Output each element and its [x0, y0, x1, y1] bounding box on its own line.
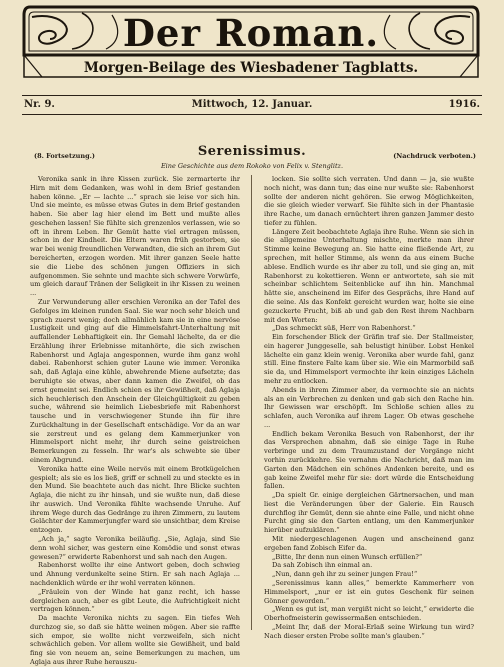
- paragraph: Endlich bekam Veronika Besuch von Rabenhorst, der ihr das Versprechen abnahm, daß sie einige Tage in Ruhe verbringe und zu dem Traumzustand der Vorgänge nicht vorhin zurückkehre. Sie vernahm die Nachricht, daß man im Garten den Mädchen ein schönes Andenken bereite, und es gab keine Zweifel mehr für sie: dort würde die Entscheidung fallen.: [264, 429, 474, 491]
- paragraph: „Meint Ihr, daß der Moral-Erlaß seine Wirkung tun wird? Nach dieser ersten Probe sollte man's glauben.“: [264, 622, 474, 640]
- issue-date: Mittwoch, 12. Januar.: [191, 99, 313, 110]
- issue-rule-bottom: [22, 114, 482, 115]
- newspaper-subtitle: Morgen-Beilage des Wiesbadener Tagblatts.: [83, 60, 419, 76]
- paragraph: „Da spielt Gr. einige dergleichen Gärtnersachen, und man liest die Veränderungen über der Galerie. Ein Rausch durchflog ihr Gemüt, denn sie ahnte eine Falle, und nicht ohne Furcht ging sie den Garten entlang, um den Kammerjunker hierüber aufzuklären.“: [264, 491, 474, 535]
- article-column-right: [264, 175, 474, 640]
- paragraph: Da machte Veronika nichts zu sagen. Ein tiefes Weh durchzog sie, so daß sie hätte weinen mögen. Aber sie raffte sich empor, sie wollte nicht verzweifeln, sich nicht schwächlich geben. Vor allem wollte sie Gewißheit, und bald fing sie von neuem an, seine Bemerkungen zu machen, um Aglaja aus ihrer Ruhe herauszu-: [30, 614, 240, 666]
- paragraph: Abends in ihrem Zimmer aber, da vermochte sie an nichts als an ein Verbrechen zu denken und gab sich den Rache hin. Ihr Gewissen war erschöpft. Im Schloße schien alles zu schlafen, auch Veronika auf ihrem Lager. Ob etwas geschehe ...: [264, 385, 474, 429]
- issue-year: 1916.: [448, 99, 480, 110]
- issue-rule-top: [22, 95, 482, 96]
- paragraph: locken. Sie sollte sich verraten. Und dann — ja, sie wußte noch nicht, was dann tun; das eine nur wußte sie: Rabenhorst sollte der anderen nicht gehören. Sie erwog Möglichkeiten, die sie gleich wieder verwarf. Sie fühlte sich in der Phantasie ihre Rache, um danach ernüchtert ihren ganzen Jammer desto tiefer zu fühlen.: [264, 175, 474, 227]
- issue-line: [22, 99, 482, 113]
- paragraph: Veronika hatte eine Weile nervös mit einem Brotkügelchen gespielt; als sie es los ließ, griff er schnell zu und steckte es in den Mund. Sie beachtete auch das nicht. Ihre Blicke suchten Aglaja, die nicht zu ihr hinsah, und sie wußte nun, daß diese ihr auswich. Und Veronika fühlte wachsende Unruhe. Auf ihrem Wege durch das Gedränge zu ihren Zimmern, zu lautem Gelächter der Kammerjungfer ward sie unsichtbar, dem Kreise entzogen.: [30, 464, 240, 535]
- paragraph: „Serenissimus kann alles,“ bemerkte Kammerherr von Himmelsport, „nur er ist ein gutes Geschenk für seinen Gönner geworden.“: [264, 578, 474, 605]
- reprint-notice: (Nachdruck verboten.): [393, 152, 476, 160]
- continuation-note: (8. Fortsetzung.): [34, 152, 95, 160]
- column-divider: [251, 175, 252, 630]
- paragraph: „Ach ja,“ sagte Veronika beiläufig. „Sie, Aglaja, sind Sie denn wohl sicher, was gestern eine Komödie und sonst etwas gewesen?“ erwiderte Rabenhorst und sah nach den Augen.: [30, 535, 240, 561]
- newspaper-title: Der Roman.: [122, 11, 380, 55]
- paragraph: „Fräulein von der Winde hat ganz recht, ich hasse dergleichen auch, aber es gibt Leute, die Aufrichtigkeit nicht vertragen können.“: [30, 587, 240, 614]
- paragraph: Zur Verwunderung aller erschien Veronika an der Tafel des Gefolges im kleinen runden Saal. Sie war noch sehr bleich und sprach zuerst wenig; doch allmählich kam sie in eine nervöse Lustigkeit und ging auf die Himmelsfahrt-Unterhaltung mit auffallender Lebhaftigkeit ein. Ihr Gemahl lächelte, da er die Erzählung ihrer Erlebnisse mitanhörte, die sich zwischen Rabenhorst und Aglaja angesponnen, wurde ihm ganz wohl dabei. Rabenhorst schien guter Laune wie immer. Veronika sah, daß Aglaja eine kühle, abwehrende Miene aufsetzte; das beruhigte sie etwas, aber dann kamen die Zweifel, ob das ernst gemeint sei. Endlich schien es ihr Gewißheit, daß Aglaja sich heuchlerisch den Anschein der Gleichgültigkeit zu geben suche, während sie heimlich Liebesbriefe mit Rabenhorst tausche und in verschwiegener Stunde ihn für ihre Zurückhaltung in der Gesellschaft entschädige. Vor da an war sie zerstreut und es gelang dem Kammerjunker von Himmelsport nicht mehr, ihr durch seine geistreichen Bemerkungen zu fesseln. Ihr war's als schwebte sie über einem Abgrund.: [30, 297, 240, 464]
- paragraph: „Wenn es gut ist, man vergißt nicht so leicht,“ erwiderte die Oberhofmeisterin gewissermaßen entschieden.: [264, 605, 474, 623]
- paragraph: Ein forschender Blick der Gräfin traf sie. Der Stallmeister, ein hagerer Junggeselle, sah belustigt hinüber. Lobst Henkel lächelte ein ganz klein wenig. Veronika aber wurde fahl, ganz still. Eine finstere Falte kam über sie. Wie ein Marmorbild saß sie da, und Himmelsport vermochte ihr kein einziges Lächeln mehr zu entlocken.: [264, 333, 474, 385]
- article-column-left: [30, 175, 240, 667]
- paragraph: „Bitte, Ihr denn nun einen Wunsch erfüllen?“: [272, 552, 423, 561]
- paragraph: „Nun, dann geh ihr zu seiner jungen Frau!“: [272, 570, 418, 579]
- paragraph: Längere Zeit beobachtete Aglaja ihre Ruhe. Wenn sie sich in die allgemeine Unterhaltung mischte, merkte man ihrer Stimme keine Bewegung an. Sie hatte eine fließende Art, zu sprechen, mit heller Stimme, als wenn da aus einem Buche ablese. Endlich wurde es ihr aber zu toll, und sie ging an, mit Rabenhorst zu kokettieren. Wenn er antwortete, sah sie mit scheinbar schlichtem Seitenblicke auf ihn hin. Manchmal hätte sie, anscheinend im Eifer des Gesprächs, ihre Hand auf die seine. Als das Konfekt gereicht wurden war, holte sie eine gezuckerte Frucht, biß ab und gab den Rest ihrem Nachbarn mit den Worten:: [264, 227, 474, 324]
- paragraph: „Das schmeckt süß, Herr von Rabenhorst.“: [272, 324, 416, 333]
- paragraph: Da sah Zobisch ihn einmal an.: [272, 561, 373, 570]
- masthead: [22, 3, 480, 81]
- article-subtitle: Eine Geschichte aus dem Rokoko von Felix v. Stenglitz.: [160, 162, 344, 170]
- article-title: Serenissimus.: [197, 144, 307, 159]
- paragraph: Mit niedergeschlagenen Augen und anscheinend ganz ergeben fand Zobisch Eifer da.: [264, 535, 474, 552]
- paragraph: Rabenhorst wollte ihr eine Antwort geben, doch schwieg und Ahnung verdunkelte seine Stirn. Er sah nach Aglaja ... nachdenklich würde er ihr wohl verraten können.: [30, 561, 240, 587]
- issue-number: Nr. 9.: [24, 99, 55, 110]
- paragraph: Veronika sank in ihre Kissen zurück. Sie zermarterte ihr Hirn mit dem Gedanken, was wohl in dem Brief gestanden haben könne. „Er — lachte ...“ sprach sie leise vor sich hin. Und sie meinte, es müsse etwas Gutes in dem Brief gestanden haben. Sie aber lag hier elend im Bett und mußte alles geschehen lassen! Sie fühlte sich grenzenlos verlassen, wie so oft in ihrem Leben. Ihr Gemüt hatte viel ertragen müssen, schon in der Kindheit. Die Eltern waren früh gestorben, sie war bei wenig freundlichen Verwandten, die sich an ihrem Gut bereicherten, erzogen worden. Mit ihrer ganzen Seele hatte sie die Liebe des schönen jungen Offiziers in sich aufgenommen. Sie sehnte und machte sich schwere Vorwürfe, um gleich darauf Tränen der Seligkeit in ihr Kissen zu weinen ...: [30, 175, 240, 298]
